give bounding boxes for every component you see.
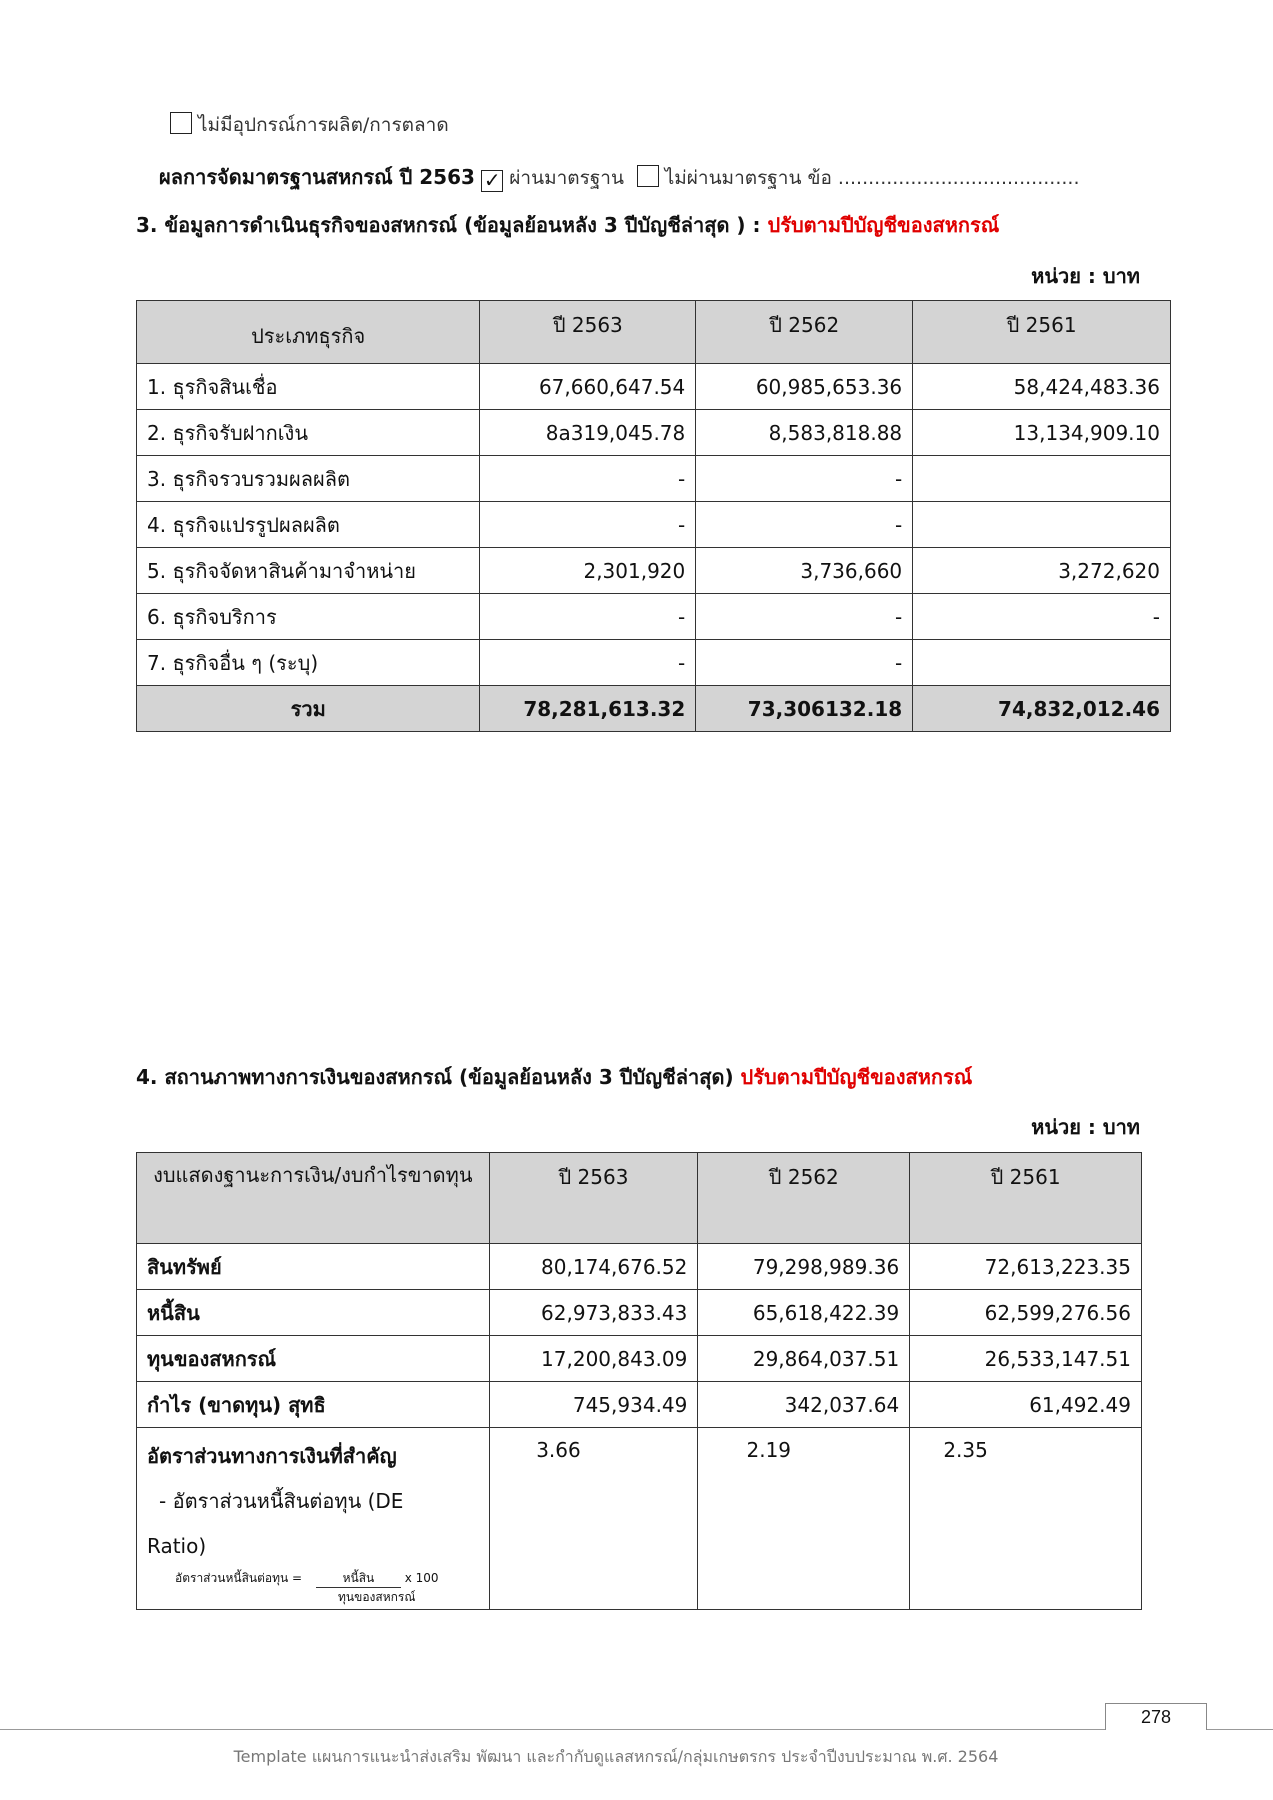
ratio-row (137, 1428, 1142, 1610)
row-value: 60,985,653.36 (696, 364, 913, 410)
total-row (137, 686, 1171, 732)
row-label: 5. ธุรกิจจัดหาสินค้ามาจำหน่าย (137, 548, 480, 594)
table-row (137, 1336, 1142, 1382)
section4-heading (136, 1061, 972, 1093)
section3-title-note: ปรับตามปีบัญชีของสหกรณ์ (767, 213, 1000, 237)
footer-line (0, 1729, 1273, 1730)
row-value: 8,583,818.88 (696, 410, 913, 456)
header-2562: ปี 2562 (696, 301, 913, 364)
table-row (137, 364, 1171, 410)
row-value: 2,301,920 (480, 548, 696, 594)
row-value: 62,599,276.56 (910, 1290, 1142, 1336)
row-value: - (480, 456, 696, 502)
row-value: 58,424,483.36 (913, 364, 1171, 410)
row-value (913, 502, 1171, 548)
standard-result-line (159, 161, 1080, 193)
row-value: - (696, 502, 913, 548)
header-2561: ปี 2561 (913, 301, 1171, 364)
row-label: 1. ธุรกิจสินเชื่อ (137, 364, 480, 410)
header-2563: ปี 2563 (489, 1153, 698, 1244)
ratio-2561: 2.35 (910, 1428, 1142, 1610)
fail-label: ไม่ผ่านมาตรฐาน ข้อ ........................................ (664, 167, 1080, 189)
row-value (913, 456, 1171, 502)
row-value: - (696, 594, 913, 640)
table-header (137, 1153, 1142, 1244)
footer-text: Template แผนการแนะนำส่งเสริม พัฒนา และกำกับดูแลสหกรณ์/กลุ่มเกษตรกร ประจำปีงบประมาณ พ.ศ. 2564 (233, 1747, 999, 1766)
row-label: 2. ธุรกิจรับฝากเงิน (137, 410, 480, 456)
row-value: 13,134,909.10 (913, 410, 1171, 456)
table-row (137, 502, 1171, 548)
table-header (137, 301, 1171, 364)
section4-title: 4. สถานภาพทางการเงินของสหกรณ์ (ข้อมูลย้อนหลัง 3 ปีบัญชีล่าสุด) (136, 1065, 741, 1089)
formula-left: อัตราส่วนหนี้สินต่อทุน = (175, 1571, 303, 1585)
no-equipment-label: ไม่มีอุปกรณ์การผลิต/การตลาด (198, 114, 449, 136)
total-2561: 74,832,012.46 (913, 686, 1171, 732)
section3-unit: หน่วย : บาท (1031, 264, 1140, 288)
standard-label: ผลการจัดมาตรฐานสหกรณ์ ปี 2563 (159, 165, 475, 189)
row-value: 26,533,147.51 (910, 1336, 1142, 1382)
section4-title-note: ปรับตามปีบัญชีของสหกรณ์ (740, 1065, 973, 1089)
header-2563: ปี 2563 (480, 301, 696, 364)
pass-label: ผ่านมาตรฐาน (509, 167, 624, 189)
ratio-2563: 3.66 (489, 1428, 698, 1610)
row-value: 342,037.64 (698, 1382, 910, 1428)
financial-table (136, 1152, 1142, 1610)
section3-heading (136, 209, 999, 241)
ratio-formula (147, 1569, 479, 1606)
row-label: สินทรัพย์ (137, 1244, 490, 1290)
row-value: 745,934.49 (489, 1382, 698, 1428)
row-value: - (696, 456, 913, 502)
row-value: 65,618,422.39 (698, 1290, 910, 1336)
header-type: ประเภทธุรกิจ (137, 301, 480, 364)
checkbox-no-equipment[interactable] (170, 112, 192, 134)
row-value: - (480, 640, 696, 686)
row-value: 67,660,647.54 (480, 364, 696, 410)
page-number: 278 (1105, 1703, 1207, 1730)
row-value: 3,736,660 (696, 548, 913, 594)
row-value: 72,613,223.35 (910, 1244, 1142, 1290)
row-value: - (913, 594, 1171, 640)
header-statement: งบแสดงฐานะการเงิน/งบกำไรขาดทุน (137, 1153, 490, 1244)
row-value (913, 640, 1171, 686)
row-label: หนี้สิน (137, 1290, 490, 1336)
section4-unit: หน่วย : บาท (1031, 1115, 1140, 1139)
table-row (137, 1382, 1142, 1428)
row-label: 6. ธุรกิจบริการ (137, 594, 480, 640)
business-table (136, 300, 1171, 732)
header-2562: ปี 2562 (698, 1153, 910, 1244)
row-value: 3,272,620 (913, 548, 1171, 594)
row-label: 3. ธุรกิจรวบรวมผลผลิต (137, 456, 480, 502)
table-row (137, 456, 1171, 502)
row-value: 61,492.49 (910, 1382, 1142, 1428)
row-value: 79,298,989.36 (698, 1244, 910, 1290)
checkbox-pass[interactable]: ✓ (481, 170, 503, 192)
table-row (137, 594, 1171, 640)
table-row (137, 1290, 1142, 1336)
no-equipment-option (170, 110, 449, 140)
row-value: - (480, 594, 696, 640)
ratio-item-cont: Ratio) (147, 1534, 207, 1558)
table-row (137, 410, 1171, 456)
formula-numerator: หนี้สิน (316, 1569, 401, 1588)
formula-denominator: ทุนของสหกรณ์ (338, 1590, 416, 1604)
checkbox-fail[interactable] (637, 165, 659, 187)
header-2561: ปี 2561 (910, 1153, 1142, 1244)
row-value: 29,864,037.51 (698, 1336, 910, 1382)
row-label: 4. ธุรกิจแปรรูปผลผลิต (137, 502, 480, 548)
total-2562: 73,306132.18 (696, 686, 913, 732)
row-label: กำไร (ขาดทุน) สุทธิ (137, 1382, 490, 1428)
row-value: - (696, 640, 913, 686)
table-row (137, 640, 1171, 686)
row-value: 62,973,833.43 (489, 1290, 698, 1336)
row-value: 17,200,843.09 (489, 1336, 698, 1382)
row-label: ทุนของสหกรณ์ (137, 1336, 490, 1382)
total-2563: 78,281,613.32 (480, 686, 696, 732)
ratio-2562: 2.19 (698, 1428, 910, 1610)
row-value: - (480, 502, 696, 548)
ratio-heading: อัตราส่วนทางการเงินที่สำคัญ (147, 1444, 397, 1468)
table-row (137, 548, 1171, 594)
total-label: รวม (137, 686, 480, 732)
ratio-item: - อัตราส่วนหนี้สินต่อทุน (DE (159, 1489, 404, 1513)
row-value: 8a319,045.78 (480, 410, 696, 456)
section3-title: 3. ข้อมูลการดำเนินธุรกิจของสหกรณ์ (ข้อมูลย้อนหลัง 3 ปีบัญชีล่าสุด ) : (136, 213, 768, 237)
row-value: 80,174,676.52 (489, 1244, 698, 1290)
formula-multiplier: x 100 (404, 1571, 439, 1585)
table-row (137, 1244, 1142, 1290)
ratio-cell (137, 1428, 490, 1610)
row-label: 7. ธุรกิจอื่น ๆ (ระบุ) (137, 640, 480, 686)
